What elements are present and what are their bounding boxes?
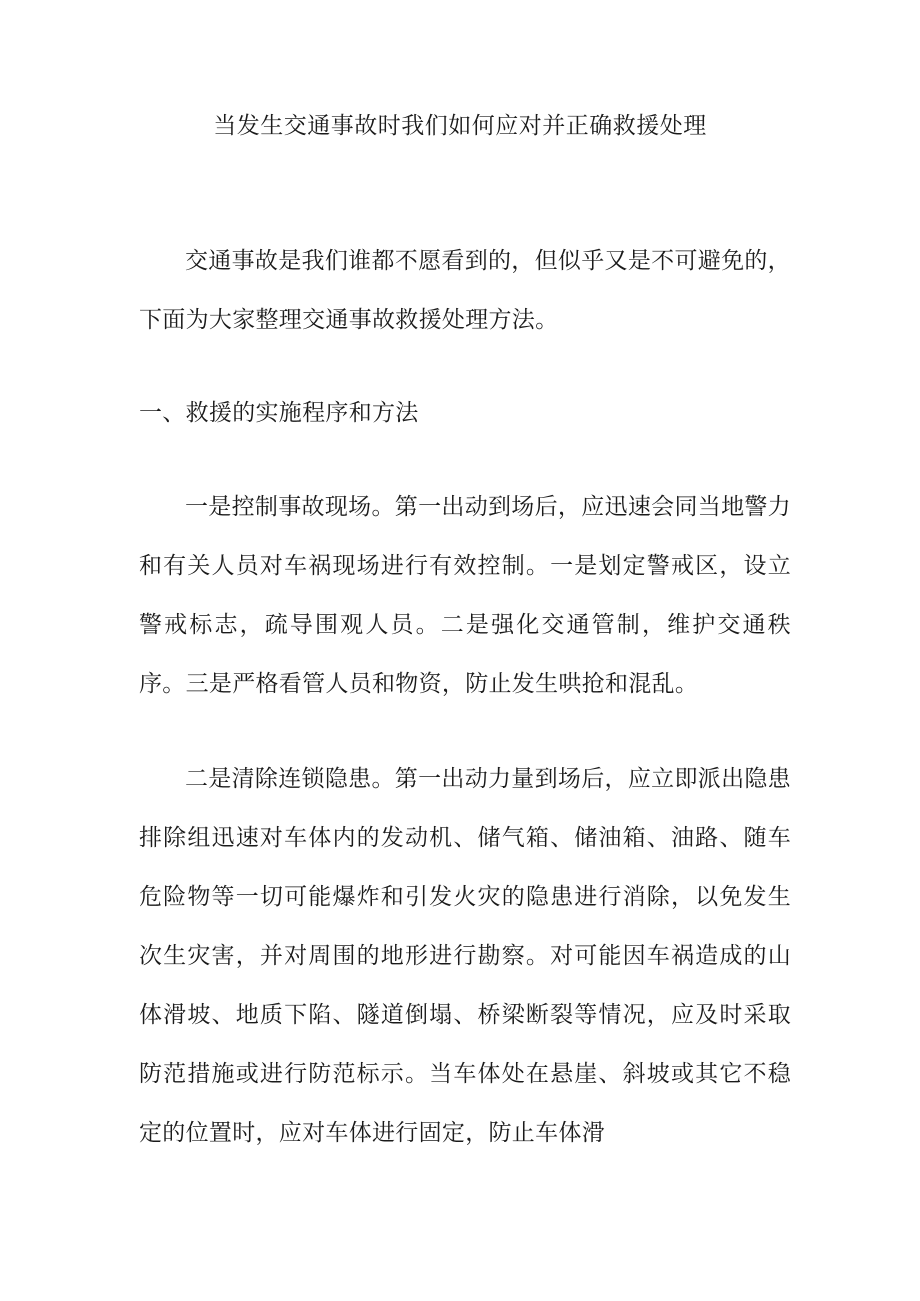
paragraph-control-scene: 一是控制事故现场。第一出动到场后，应迅速会同当地警力和有关人员对车祸现场进行有效控制。一是划定警戒区，设立警戒标志，疏导围观人员。二是强化交通管制，维护交通秩序。三是严格看管人员和物资，防止发生哄抢和混乱。 [139, 494, 791, 697]
intro-paragraph: 交通事故是我们谁都不愿看到的，但似乎又是不可避免的，下面为大家整理交通事故救援处理方法。 [139, 248, 791, 333]
section-heading: 一、救援的实施程序和方法 [139, 400, 419, 426]
document-title: 当发生交通事故时我们如何应对并正确救援处理 [213, 113, 707, 139]
paragraph-clear-hazards: 二是清除连锁隐患。第一出动力量到场后，应立即派出隐患排除组迅速对车体内的发动机、储气箱、储油箱、油路、随车危险物等一切可能爆炸和引发火灾的隐患进行消除，以免发生次生灾害，并对周围的地形进行勘察。对可能因车祸造成的山体滑坡、地质下陷、隧道倒塌、桥梁断裂等情况，应及时采取防范措施或进行防范标示。当车体处在悬崖、斜坡或其它不稳定的位置时，应对车体进行固定，防止车体滑 [139, 766, 791, 1146]
